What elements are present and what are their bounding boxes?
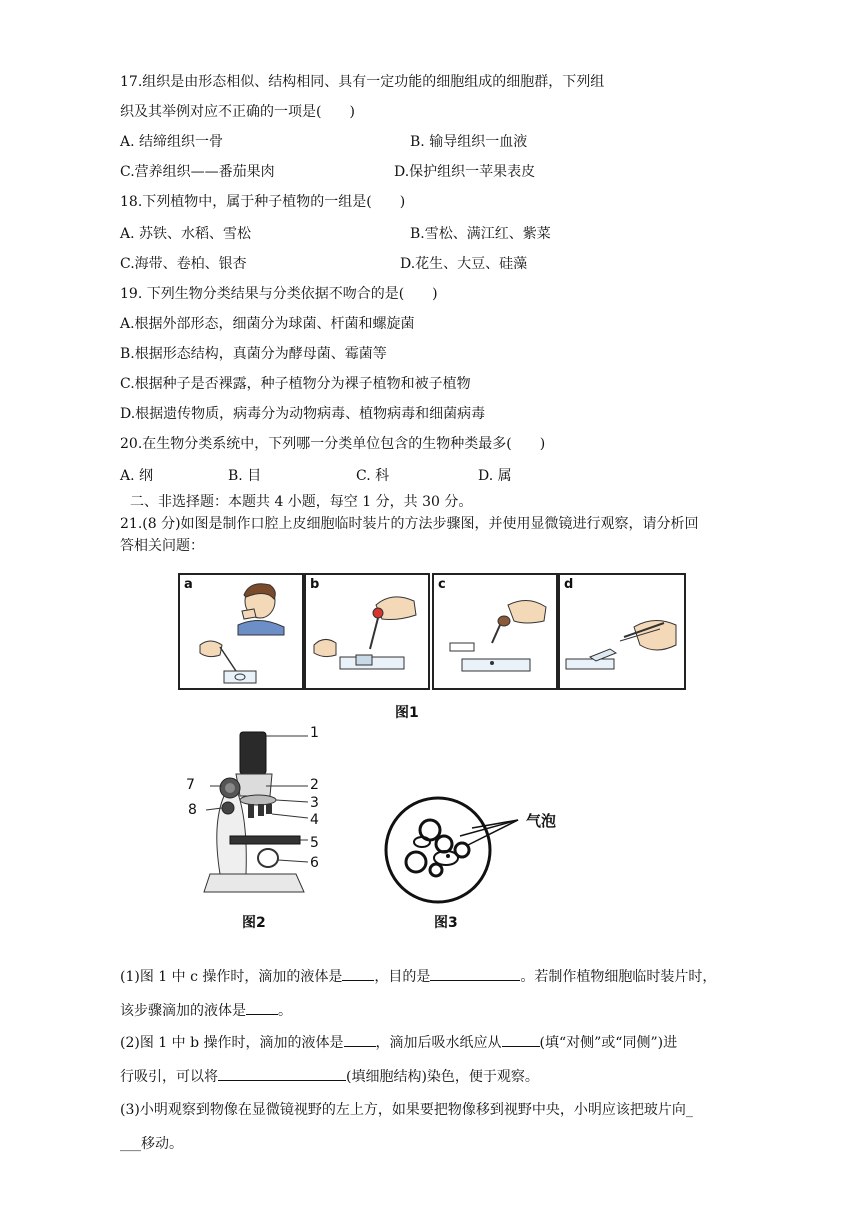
answer-blank[interactable] <box>430 966 520 981</box>
q21-part2-line2 <box>120 1066 539 1087</box>
q20-option-a: A. 纲 <box>120 468 154 484</box>
q21-part2-text-d: 行吸引，可以将 <box>120 1069 218 1085</box>
q21-stem-line2: 答相关问题： <box>120 538 204 554</box>
microscope-label-1: 1 <box>310 725 319 741</box>
q21-part1-text-a: (1)图 1 中 c 操作时，滴加的液体是 <box>120 969 343 985</box>
field-of-view-illustration <box>384 790 574 914</box>
fig1-panel-d <box>558 573 686 690</box>
q18-stem: 18.下列植物中，属于种子植物的一组是( ) <box>120 194 406 210</box>
fig1-label-a: a <box>184 577 193 592</box>
q18-option-d: D.花生、大豆、硅藻 <box>400 256 528 272</box>
microscope-label-8: 8 <box>188 802 197 818</box>
q21-part2-line1 <box>120 1032 677 1053</box>
q19-option-b: B.根据形态结构，真菌分为酵母菌、霉菌等 <box>120 346 387 362</box>
stain-dropper-illustration <box>306 575 428 688</box>
q21-part3-line1: (3)小明观察到物像在显微镜视野的左上方，如果要把物像移到视野中央，小明应该把玻片向_ <box>120 1102 693 1118</box>
fig1-panel-a <box>178 573 304 690</box>
microscope-label-6: 6 <box>310 855 319 871</box>
q17-option-a: A. 结缔组织一骨 <box>120 134 224 150</box>
q21-part1-line1 <box>120 966 716 987</box>
q21-part1-text-c: 。若制作植物细胞临时装片时， <box>520 969 717 985</box>
q21-part1-text-e: 。 <box>278 1003 292 1019</box>
microscope-label-2: 2 <box>310 777 319 793</box>
q21-part2-text-a: (2)图 1 中 b 操作时，滴加的液体是 <box>120 1035 344 1051</box>
q18-option-a: A. 苏铁、水稻、雪松 <box>120 226 252 242</box>
bubble-label: 气泡 <box>526 812 557 830</box>
q21-part1-text-b: ，目的是 <box>374 969 431 985</box>
section-2-heading: 二、非选择题：本题共 4 小题，每空 1 分，共 30 分。 <box>130 494 473 510</box>
fig1-label-d: d <box>564 577 574 592</box>
q18-option-b: B.雪松、满江红、紫菜 <box>410 226 551 242</box>
answer-blank[interactable] <box>502 1032 540 1047</box>
fig1-label-c: c <box>438 577 446 592</box>
fig3-caption: 图3 <box>434 915 458 931</box>
q21-part3-line2: ___移动。 <box>120 1136 183 1152</box>
answer-blank[interactable] <box>246 1000 278 1015</box>
answer-blank[interactable] <box>344 1032 376 1047</box>
answer-blank[interactable] <box>342 966 374 981</box>
microscope-label-5: 5 <box>310 835 319 851</box>
q20-option-c: C. 科 <box>356 468 390 484</box>
q21-stem-line1: 21.(8 分)如图是制作口腔上皮细胞临时装片的方法步骤图，并使用显微镜进行观察，请分析回 <box>120 516 699 532</box>
q19-option-c: C.根据种子是否裸露，种子植物分为裸子植物和被子植物 <box>120 376 471 392</box>
q20-stem: 20.在生物分类系统中，下列哪一分类单位包含的生物种类最多( ) <box>120 436 546 452</box>
q17-stem-line1: 17.组织是由形态相似、结构相同、具有一定功能的细胞组成的细胞群，下列组 <box>120 74 605 90</box>
q17-stem-line2: 织及其举例对应不正确的一项是( ) <box>120 104 355 120</box>
q17-option-b: B. 输导组织一血液 <box>410 134 528 150</box>
fig2-caption: 图2 <box>242 915 266 931</box>
q17-option-d: D.保护组织一苹果表皮 <box>394 164 536 180</box>
q19-option-a: A.根据外部形态，细菌分为球菌、杆菌和螺旋菌 <box>120 316 415 332</box>
fig1-panel-c <box>432 573 558 690</box>
q19-option-d: D.根据遗传物质，病毒分为动物病毒、植物病毒和细菌病毒 <box>120 406 486 422</box>
microscope-label-4: 4 <box>310 812 319 828</box>
q21-part2-text-c: (填“对侧”或“同侧”)进 <box>539 1035 678 1051</box>
q21-part2-text-e: (填细胞结构)染色，便于观察。 <box>346 1069 539 1085</box>
q21-part1-text-d: 该步骤滴加的液体是 <box>120 1003 246 1019</box>
fig1-caption: 图1 <box>395 705 419 721</box>
cheek-swab-illustration <box>180 575 302 688</box>
q18-option-c: C.海带、卷柏、银杏 <box>120 256 247 272</box>
water-dropper-illustration <box>434 575 556 688</box>
fig1-panel-b <box>304 573 430 690</box>
q21-part1-line2 <box>120 1000 292 1021</box>
microscope-label-7: 7 <box>186 777 195 793</box>
answer-blank[interactable] <box>218 1066 346 1081</box>
q17-option-c: C.营养组织——番茄果肉 <box>120 164 275 180</box>
q19-stem: 19. 下列生物分类结果与分类依据不吻合的是( ) <box>120 286 438 302</box>
q20-option-b: B. 目 <box>228 468 262 484</box>
microscope-label-3: 3 <box>310 795 319 811</box>
q21-part2-text-b: ，滴加后吸水纸应从 <box>375 1035 502 1051</box>
coverslip-tweezers-illustration <box>560 575 684 688</box>
fig1-label-b: b <box>310 577 320 592</box>
q20-option-d: D. 属 <box>478 468 512 484</box>
